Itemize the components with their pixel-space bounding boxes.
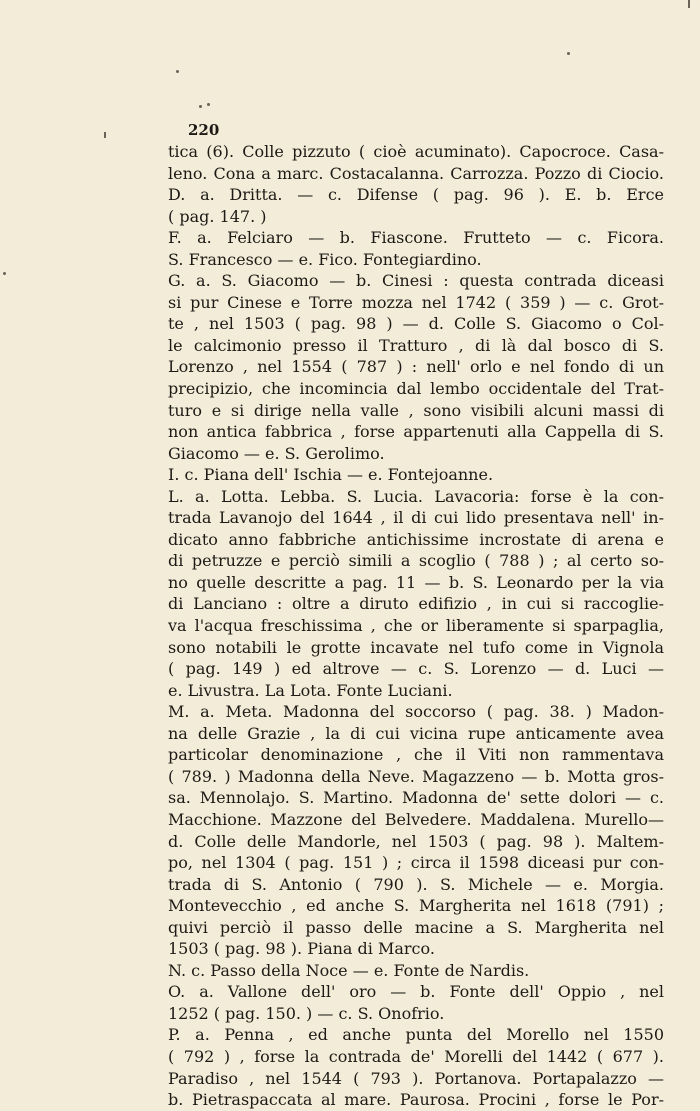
text-line: si pur Cinese e Torre mozza nel 1742 ( 359 ) — c. Grot-: [168, 292, 664, 312]
text-line: trada di S. Antonio ( 790 ). S. Michele — e. Morgia.: [168, 874, 664, 894]
text-line: Giacomo — e. S. Gerolimo.: [168, 443, 385, 463]
edge-mark: [688, 0, 690, 8]
text-line: G. a. S. Giacomo — b. Cinesi : questa contrada diceasi: [168, 271, 664, 291]
text-line: ( pag. 149 ) ed altrove — c. S. Lorenzo — d. Luci —: [168, 659, 664, 679]
edge-mark: [104, 132, 106, 138]
text-line: tica (6). Colle pizzuto ( cioè acuminato). Capocroce. Casa-: [168, 142, 664, 161]
page-number: 220: [188, 121, 220, 139]
text-line: di Lanciano : oltre a diruto edifizio , in cui si raccoglie-: [168, 594, 664, 614]
speck: [567, 52, 570, 55]
text-line: e. Livustra. La Lota. Fonte Luciani.: [168, 680, 453, 700]
text-line: Paradiso , nel 1544 ( 793 ). Portanova. Portapalazzo —: [168, 1068, 664, 1088]
body-text: [168, 141, 664, 1111]
text-line: F. a. Felciaro — b. Fiascone. Frutteto — c. Ficora.: [168, 228, 664, 248]
text-line: ( pag. 147. ): [168, 206, 267, 226]
text-line: I. c. Piana dell' Ischia — e. Fontejoanne.: [168, 465, 494, 485]
text-line: precipizio, che incomincia dal lembo occidentale del Trat-: [168, 379, 664, 399]
text-line: leno. Cona a marc. Costacalanna. Carrozza. Pozzo di Ciocio.: [168, 163, 664, 183]
text-line: va l'acqua freschissima , che or liberamente si sparpaglia,: [168, 616, 664, 636]
text-line: D. a. Dritta. — c. Difense ( pag. 96 ). E. b. Erce: [168, 185, 664, 205]
text-line: po, nel 1304 ( pag. 151 ) ; circa il 1598 diceasi pur con-: [168, 853, 664, 873]
text-line: ( 792 ) , forse la contrada de' Morelli del 1442 ( 677 ).: [168, 1046, 664, 1066]
speck: [3, 272, 6, 275]
text-line: ( 789. ) Madonna della Neve. Magazzeno — b. Motta gros-: [168, 766, 664, 786]
text-line: P. a. Penna , ed anche punta del Morello nel 1550: [168, 1025, 664, 1045]
text-line: le calcimonio presso il Tratturo , di là dal bosco di S.: [168, 335, 664, 355]
text-line: non antica fabbrica , forse appartenuti alla Cappella di S.: [168, 422, 664, 442]
text-line: te , nel 1503 ( pag. 98 ) — d. Colle S. Giacomo o Col-: [168, 314, 664, 334]
text-line: na delle Grazie , la di cui vicina rupe anticamente avea: [168, 723, 664, 743]
text-line: b. Pietraspaccata al mare. Paurosa. Procini , forse le Por-: [168, 1090, 664, 1110]
text-line: no quelle descritte a pag. 11 — b. S. Leonardo per la via: [168, 572, 664, 592]
text-line: M. a. Meta. Madonna del soccorso ( pag. 38. ) Madon-: [168, 702, 664, 722]
text-line: Macchione. Mazzone del Belvedere. Maddalena. Murello—: [168, 809, 664, 829]
text-line: 1503 ( pag. 98 ). Piana di Marco.: [168, 939, 435, 959]
text-line: trada Lavanojo del 1644 , il di cui lido presentava nell' in-: [168, 508, 664, 528]
text-line: S. Francesco — e. Fico. Fontegiardino.: [168, 249, 482, 269]
text-line: L. a. Lotta. Lebba. S. Lucia. Lavacoria: forse è la con-: [168, 486, 664, 506]
text-line: sa. Mennolajo. S. Martino. Madonna de' sette dolori — c.: [168, 788, 664, 808]
speck: [207, 103, 210, 106]
text-line: d. Colle delle Mandorle, nel 1503 ( pag. 98 ). Maltem-: [168, 831, 664, 851]
text-line: Lorenzo , nel 1554 ( 787 ) : nell' orlo e nel fondo di un: [168, 357, 664, 377]
text-line: O. a. Vallone dell' oro — b. Fonte dell' Oppio , nel: [168, 982, 664, 1002]
text-line: di petruzze e perciò simili a scoglio ( 788 ) ; al certo so-: [168, 551, 664, 571]
text-line: dicato anno fabbriche antichissime incrostate di arena e: [168, 529, 664, 549]
text-line: particolar denominazione , che il Viti non rammentava: [168, 745, 664, 765]
text-line: quivi perciò il passo delle macine a S. Margherita nel: [168, 917, 664, 937]
text-line: sono notabili le grotte incavate nel tufo come in Vignola: [168, 637, 664, 657]
text-line: 1252 ( pag. 150. ) — c. S. Onofrio.: [168, 1003, 445, 1023]
text-line: Montevecchio , ed anche S. Margherita nel 1618 (791) ;: [168, 896, 664, 916]
speck: [199, 105, 202, 108]
text-line: turo e si dirige nella valle , sono visibili alcuni massi di: [168, 400, 664, 420]
speck: [176, 70, 179, 73]
text-line: N. c. Passo della Noce — e. Fonte de Nardis.: [168, 960, 530, 980]
